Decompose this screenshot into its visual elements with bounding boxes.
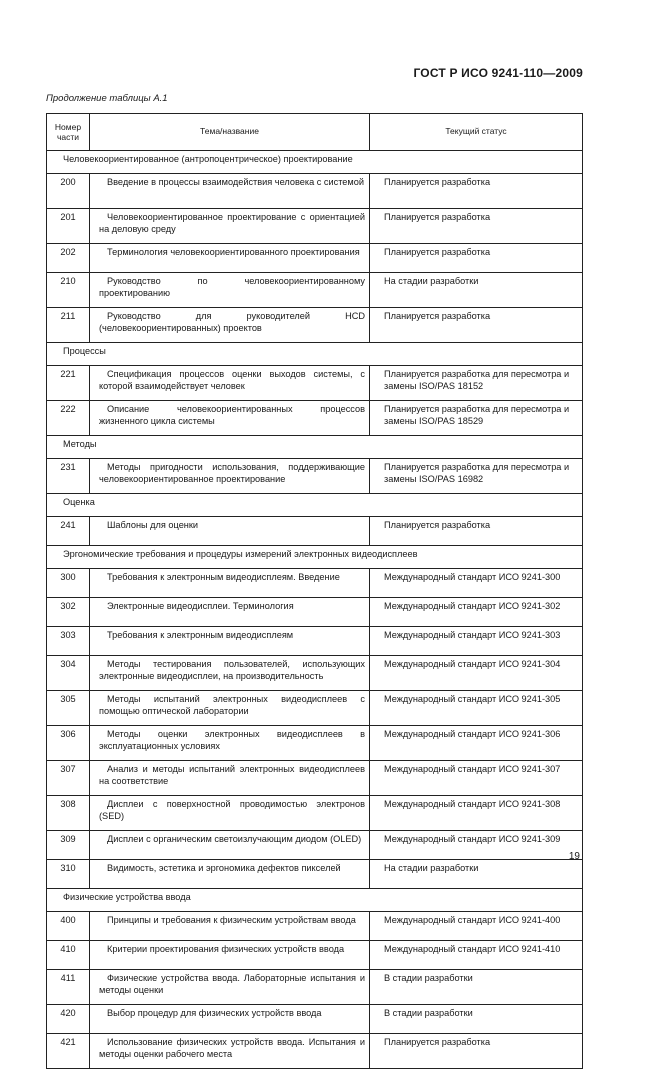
section-row [47, 546, 583, 569]
title-cell: Введение в процессы взаимодействия человека с системой [90, 174, 370, 209]
table-row [47, 598, 583, 627]
table-body [47, 151, 583, 1069]
title-cell: Методы тестирования пользователей, использующих электронные видеодисплеи, на производительность [90, 656, 370, 691]
title-cell: Выбор процедур для физических устройств ввода [90, 1005, 370, 1034]
status-cell: Планируется разработка [370, 517, 583, 546]
part-number-cell: 411 [47, 970, 90, 1005]
part-number-cell: 304 [47, 656, 90, 691]
part-number-cell: 202 [47, 244, 90, 273]
part-number-cell: 200 [47, 174, 90, 209]
status-cell: Планируется разработка для пересмотра и замены ISO/PAS 16982 [370, 459, 583, 494]
table-row [47, 209, 583, 244]
table-header-row [47, 114, 583, 151]
status-cell: Международный стандарт ИСО 9241-308 [370, 796, 583, 831]
page-number: 19 [568, 851, 580, 862]
status-cell: Международный стандарт ИСО 9241-304 [370, 656, 583, 691]
table-row [47, 726, 583, 761]
title-cell: Руководство по человекоориентированному проектированию [90, 273, 370, 308]
status-cell: На стадии разработки [370, 860, 583, 889]
status-cell: На стадии разработки [370, 273, 583, 308]
title-cell: Анализ и методы испытаний электронных видеодисплеев на соответствие [90, 761, 370, 796]
part-number-cell: 300 [47, 569, 90, 598]
part-number-cell: 303 [47, 627, 90, 656]
status-cell: Международный стандарт ИСО 9241-302 [370, 598, 583, 627]
section-row [47, 436, 583, 459]
column-header-number: Номер части [47, 114, 90, 151]
table-row [47, 244, 583, 273]
section-row [47, 889, 583, 912]
part-number-cell: 211 [47, 308, 90, 343]
title-cell: Электронные видеодисплеи. Терминология [90, 598, 370, 627]
part-number-cell: 400 [47, 912, 90, 941]
table-row [47, 761, 583, 796]
part-number-cell: 310 [47, 860, 90, 889]
part-number-cell: 222 [47, 401, 90, 436]
table-row [47, 308, 583, 343]
section-title: Физические устройства ввода [47, 889, 583, 912]
table-row [47, 831, 583, 860]
table-row [47, 174, 583, 209]
section-row [47, 494, 583, 517]
table-row [47, 401, 583, 436]
status-cell: Планируется разработка [370, 174, 583, 209]
status-cell: Международный стандарт ИСО 9241-400 [370, 912, 583, 941]
title-cell: Терминология человекоориентированного проектирования [90, 244, 370, 273]
part-number-cell: 231 [47, 459, 90, 494]
title-cell: Требования к электронным видеодисплеям. Введение [90, 569, 370, 598]
title-cell: Видимость, эстетика и эргономика дефектов пикселей [90, 860, 370, 889]
part-number-cell: 421 [47, 1034, 90, 1069]
part-number-cell: 302 [47, 598, 90, 627]
title-cell: Руководство для руководителей HCD (человекоориентированных) проектов [90, 308, 370, 343]
section-title: Процессы [47, 343, 583, 366]
table-caption: Продолжение таблицы А.1 [46, 93, 168, 104]
title-cell: Методы оценки электронных видеодисплеев в эксплуатационных условиях [90, 726, 370, 761]
standards-table [46, 113, 583, 1069]
table-row [47, 796, 583, 831]
status-cell: В стадии разработки [370, 1005, 583, 1034]
status-cell: Международный стандарт ИСО 9241-300 [370, 569, 583, 598]
table-row [47, 366, 583, 401]
title-cell: Дисплеи с поверхностной проводимостью электронов (SED) [90, 796, 370, 831]
part-number-cell: 241 [47, 517, 90, 546]
section-title: Эргономические требования и процедуры измерений электронных видеодисплеев [47, 546, 583, 569]
title-cell: Физические устройства ввода. Лабораторные испытания и методы оценки [90, 970, 370, 1005]
title-cell: Спецификация процессов оценки выходов системы, с которой взаимодействует человек [90, 366, 370, 401]
section-title: Методы [47, 436, 583, 459]
title-cell: Дисплеи с органическим светоизлучающим диодом (OLED) [90, 831, 370, 860]
part-number-cell: 308 [47, 796, 90, 831]
status-cell: Международный стандарт ИСО 9241-305 [370, 691, 583, 726]
part-number-cell: 210 [47, 273, 90, 308]
table-row [47, 627, 583, 656]
part-number-cell: 307 [47, 761, 90, 796]
table-row [47, 860, 583, 889]
title-cell: Критерии проектирования физических устройств ввода [90, 941, 370, 970]
table-row [47, 691, 583, 726]
table-row [47, 569, 583, 598]
part-number-cell: 305 [47, 691, 90, 726]
status-cell: Планируется разработка [370, 209, 583, 244]
table-row [47, 459, 583, 494]
status-cell: Планируется разработка для пересмотра и замены ISO/PAS 18529 [370, 401, 583, 436]
column-header-title: Тема/название [90, 114, 370, 151]
title-cell: Методы пригодности использования, поддерживающие человекоориентированное проектирование [90, 459, 370, 494]
status-cell: Планируется разработка [370, 244, 583, 273]
part-number-cell: 309 [47, 831, 90, 860]
part-number-cell: 306 [47, 726, 90, 761]
status-cell: В стадии разработки [370, 970, 583, 1005]
title-cell: Требования к электронным видеодисплеям [90, 627, 370, 656]
table-row [47, 656, 583, 691]
status-cell: Международный стандарт ИСО 9241-306 [370, 726, 583, 761]
status-cell: Планируется разработка для пересмотра и замены ISO/PAS 18152 [370, 366, 583, 401]
status-cell: Планируется разработка [370, 308, 583, 343]
status-cell: Международный стандарт ИСО 9241-309 [370, 831, 583, 860]
status-cell: Международный стандарт ИСО 9241-410 [370, 941, 583, 970]
title-cell: Методы испытаний электронных видеодисплеев с помощью оптической лаборатории [90, 691, 370, 726]
status-cell: Международный стандарт ИСО 9241-303 [370, 627, 583, 656]
section-row [47, 343, 583, 366]
part-number-cell: 420 [47, 1005, 90, 1034]
title-cell: Человекоориентированное проектирование с ориентацией на деловую среду [90, 209, 370, 244]
table-row [47, 517, 583, 546]
title-cell: Описание человекоориентированных процессов жизненного цикла системы [90, 401, 370, 436]
column-header-status: Текущий статус [370, 114, 583, 151]
table-row [47, 912, 583, 941]
title-cell: Использование физических устройств ввода. Испытания и методы оценки рабочего места [90, 1034, 370, 1069]
part-number-cell: 410 [47, 941, 90, 970]
title-cell: Шаблоны для оценки [90, 517, 370, 546]
section-row [47, 151, 583, 174]
part-number-cell: 201 [47, 209, 90, 244]
table-row [47, 941, 583, 970]
part-number-cell: 221 [47, 366, 90, 401]
table-row [47, 1005, 583, 1034]
section-title: Оценка [47, 494, 583, 517]
table-row [47, 273, 583, 308]
standard-header: ГОСТ Р ИСО 9241-110—2009 [413, 66, 583, 80]
table-row [47, 1034, 583, 1069]
status-cell: Международный стандарт ИСО 9241-307 [370, 761, 583, 796]
table-row [47, 970, 583, 1005]
title-cell: Принципы и требования к физическим устройствам ввода [90, 912, 370, 941]
section-title: Человекоориентированное (антропоцентрическое) проектирование [47, 151, 583, 174]
status-cell: Планируется разработка [370, 1034, 583, 1069]
